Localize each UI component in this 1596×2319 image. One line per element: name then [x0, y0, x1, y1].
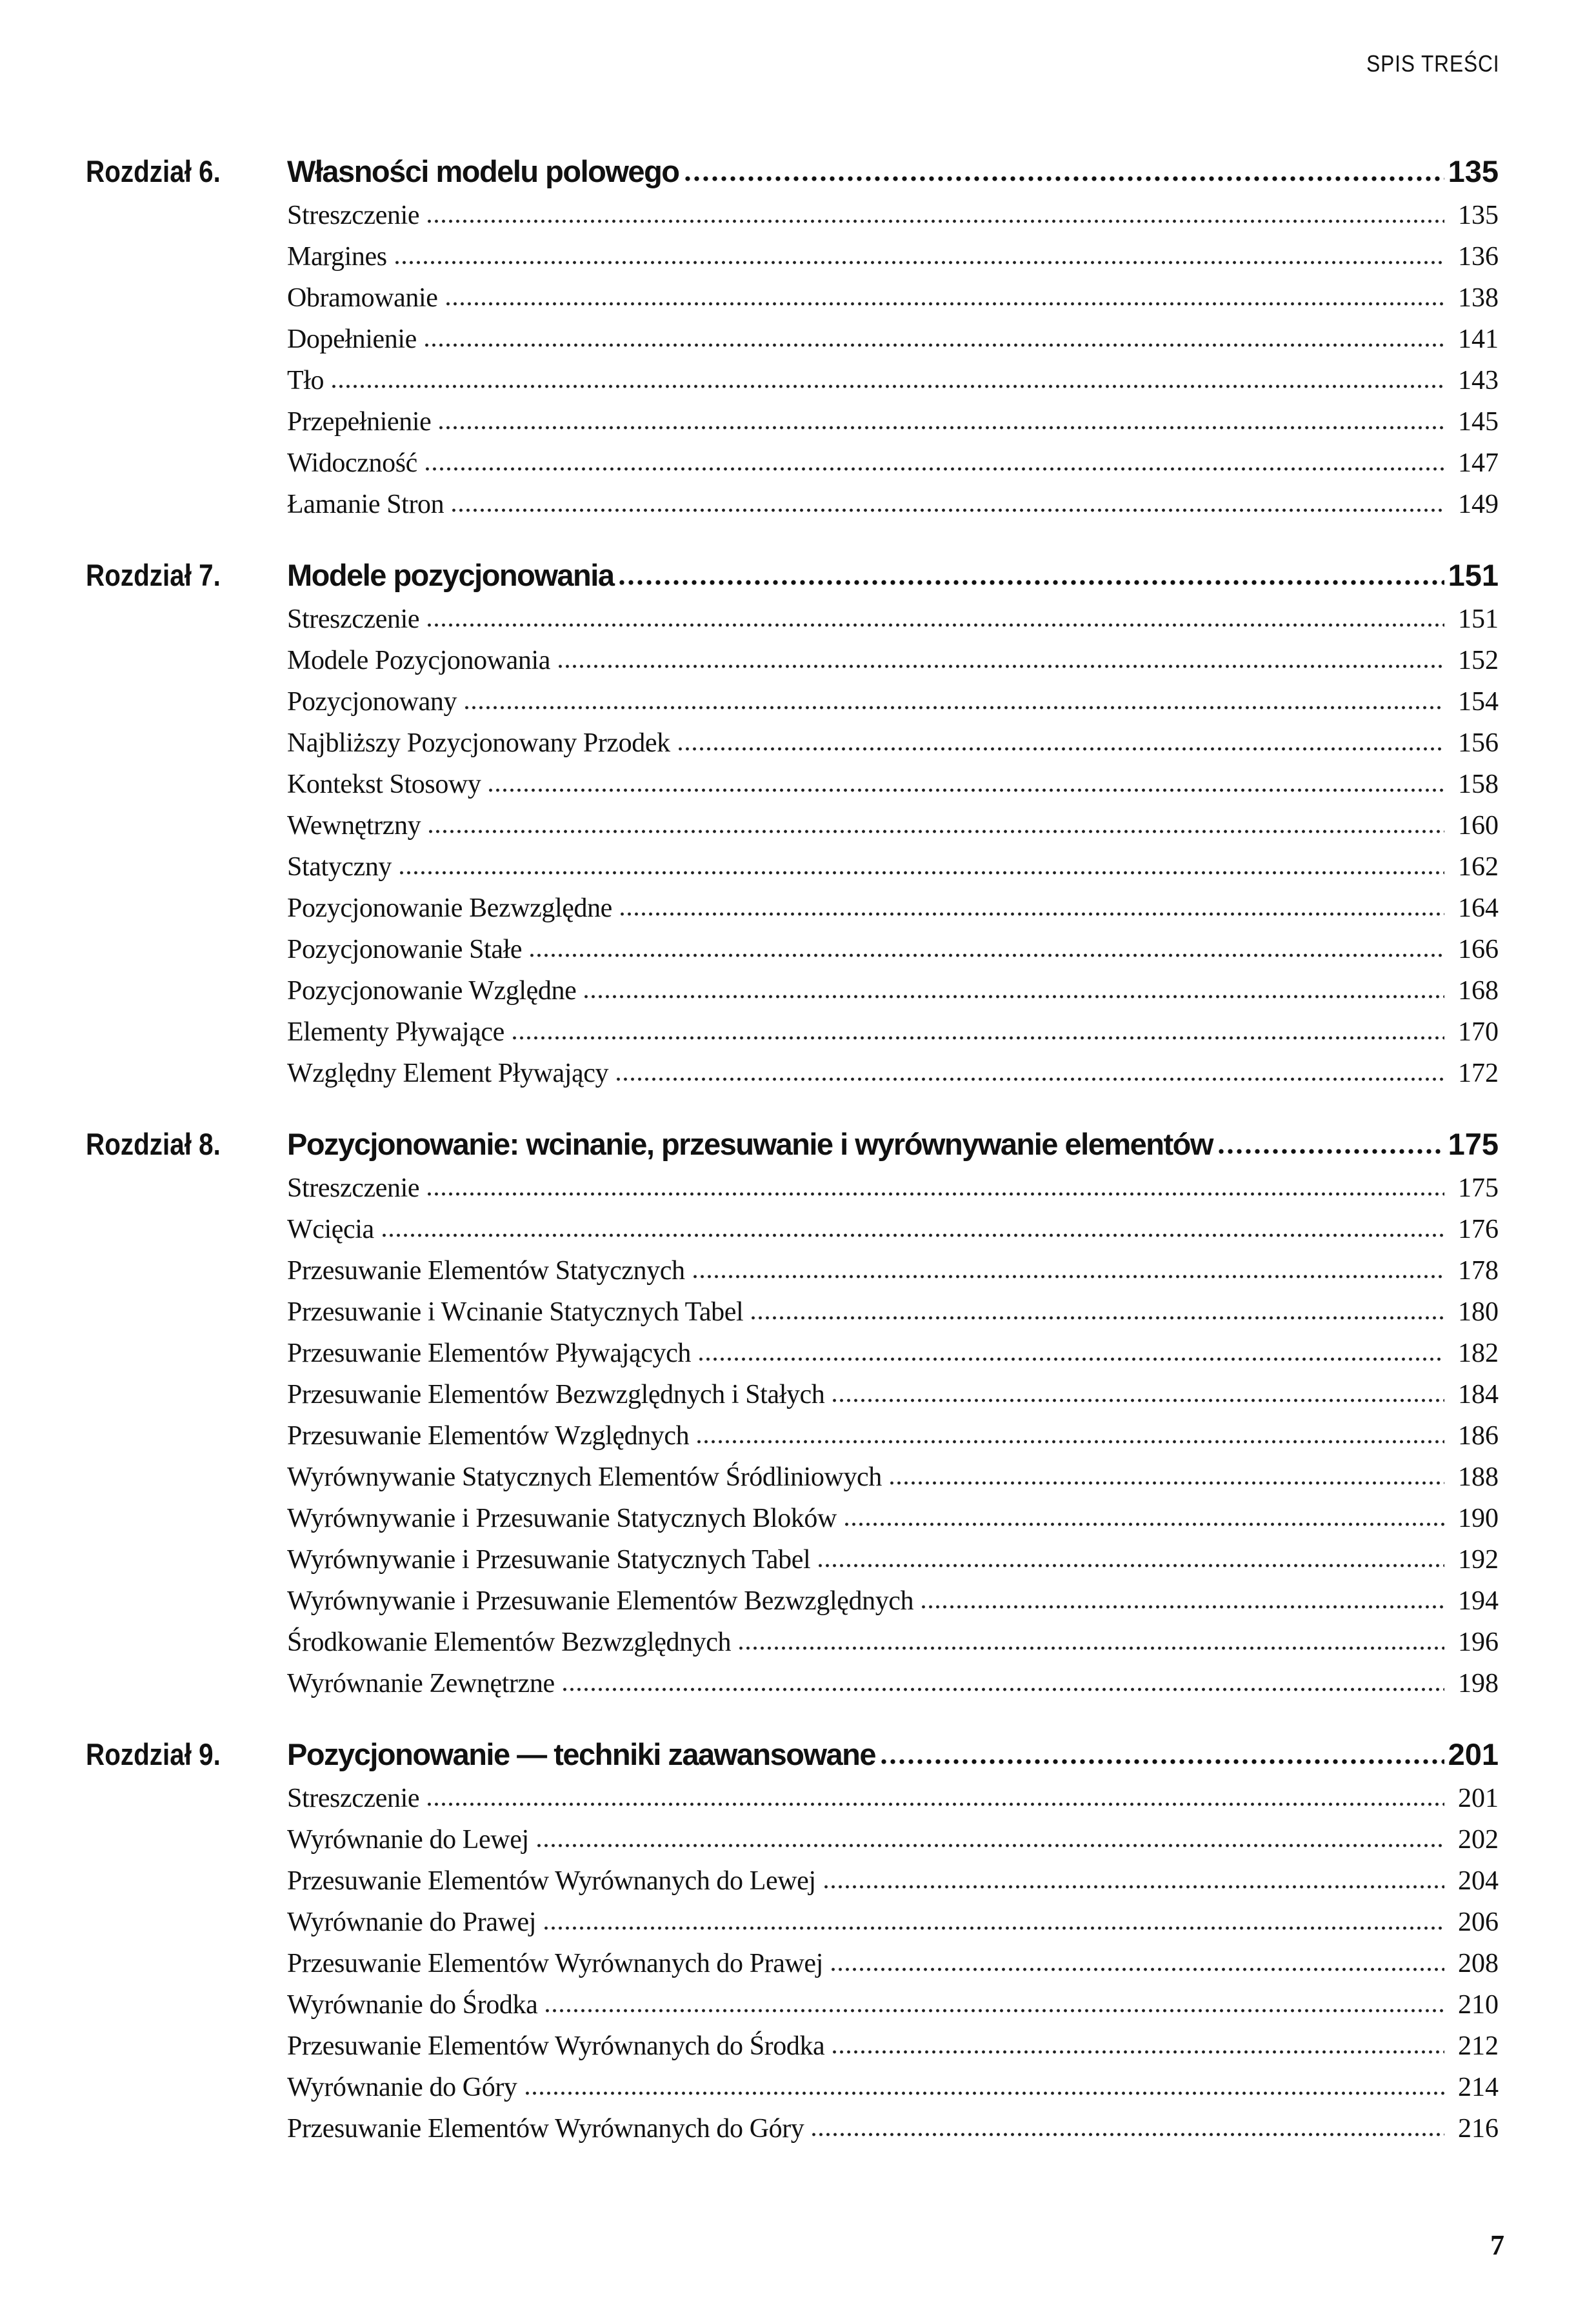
dot-leader [619, 911, 1444, 917]
chapter-heading-row[interactable] [86, 1126, 1499, 1173]
chapter-page-number: 151 [1448, 558, 1499, 592]
entry-page-number: 176 [1458, 1215, 1499, 1244]
chapter-number-label: Rozdział 9. [86, 1737, 221, 1771]
toc-entry[interactable] [287, 1907, 1499, 1948]
chapter-entries-list [287, 1783, 1499, 2155]
entry-page-number: 212 [1458, 2031, 1499, 2061]
dot-leader [879, 1758, 1444, 1765]
entry-title: Przesuwanie Elementów Względnych [287, 1421, 690, 1451]
chapter-title: Pozycjonowanie — techniki zaawansowane [287, 1737, 875, 1771]
dot-leader [535, 1843, 1444, 1848]
entry-page-number: 182 [1458, 1339, 1499, 1368]
entry-title: Najbliższy Pozycjonowany Przodek [287, 728, 670, 758]
entry-title: Przesuwanie Elementów Wyrównanych do Lewej [287, 1866, 816, 1896]
toc-entry[interactable] [287, 448, 1499, 489]
entry-page-number: 206 [1458, 1907, 1499, 1937]
entry-page-number: 184 [1458, 1380, 1499, 1409]
dot-leader [487, 788, 1444, 793]
dot-leader [561, 1687, 1444, 1692]
dot-leader [381, 1233, 1444, 1238]
toc-entry[interactable] [287, 1379, 1499, 1420]
toc-entry[interactable] [287, 645, 1499, 686]
toc-chapter [86, 557, 1499, 1099]
entry-page-number: 196 [1458, 1627, 1499, 1657]
entry-page-number: 188 [1458, 1462, 1499, 1492]
toc-entry[interactable] [287, 2031, 1499, 2072]
dot-leader [330, 384, 1444, 389]
dot-leader [737, 1646, 1444, 1651]
entry-page-number: 145 [1458, 407, 1499, 437]
toc-entry[interactable] [287, 1503, 1499, 1544]
running-header-title: SPIS TREŚCI [1366, 50, 1499, 77]
toc-entry[interactable] [287, 406, 1499, 448]
page-number: 7 [1490, 2229, 1504, 2261]
toc-entry[interactable] [287, 1989, 1499, 2031]
entry-page-number: 166 [1458, 935, 1499, 964]
toc-entry[interactable] [287, 1462, 1499, 1503]
chapter-title: Własności modelu polowego [287, 154, 679, 188]
entry-page-number: 136 [1458, 242, 1499, 272]
toc-entry[interactable] [287, 365, 1499, 406]
entry-page-number: 160 [1458, 811, 1499, 841]
entry-page-number: 138 [1458, 283, 1499, 313]
entry-title: Pozycjonowanie Stałe [287, 935, 523, 964]
toc-entry[interactable] [287, 1297, 1499, 1338]
entry-page-number: 192 [1458, 1545, 1499, 1575]
entry-title: Przesuwanie Elementów Statycznych [287, 1256, 685, 1286]
entry-title: Pozycjonowany [287, 687, 457, 717]
chapter-heading-row[interactable] [86, 557, 1499, 604]
toc-entry[interactable] [287, 851, 1499, 893]
entry-title: Pozycjonowanie Bezwzględne [287, 893, 612, 923]
toc-chapter [86, 154, 1499, 530]
chapter-title-line [287, 557, 1499, 593]
entry-page-number: 198 [1458, 1669, 1499, 1698]
toc-entry[interactable] [287, 686, 1499, 728]
entry-title: Wyrównywanie i Przesuwanie Statycznych Bloków [287, 1504, 837, 1533]
entry-title: Wyrównywanie Statycznych Elementów Śródliniowych [287, 1462, 882, 1492]
chapter-heading-row[interactable] [86, 154, 1499, 200]
chapter-title-line [287, 1126, 1499, 1162]
toc-entry[interactable] [287, 1586, 1499, 1627]
entry-page-number: 180 [1458, 1297, 1499, 1327]
chapter-number-label: Rozdział 7. [86, 558, 221, 592]
entry-page-number: 143 [1458, 366, 1499, 395]
toc-entry[interactable] [287, 728, 1499, 769]
entry-page-number: 158 [1458, 770, 1499, 799]
dot-leader [920, 1604, 1444, 1609]
entry-title: Wewnętrzny [287, 811, 421, 841]
dot-leader [394, 260, 1444, 265]
dot-leader [450, 508, 1444, 513]
entry-title: Wyrównanie Zewnętrzne [287, 1669, 555, 1698]
entry-page-number: 168 [1458, 976, 1499, 1006]
toc-entry[interactable] [287, 1255, 1499, 1297]
entry-page-number: 135 [1458, 201, 1499, 230]
entry-page-number: 210 [1458, 1990, 1499, 2020]
entry-page-number: 201 [1458, 1784, 1499, 1813]
dot-leader [831, 1398, 1444, 1403]
entry-title: Obramowanie [287, 283, 438, 313]
toc-entry[interactable] [287, 489, 1499, 530]
dot-leader [426, 219, 1444, 224]
entry-title: Wyrównanie do Środka [287, 1990, 538, 2020]
dot-leader [823, 1884, 1444, 1889]
entry-page-number: 178 [1458, 1256, 1499, 1286]
entry-title: Wcięcia [287, 1215, 374, 1244]
entry-page-number: 151 [1458, 604, 1499, 634]
toc-entry[interactable] [287, 769, 1499, 810]
toc-entry[interactable] [287, 1948, 1499, 1989]
entry-page-number: 194 [1458, 1586, 1499, 1616]
entry-title: Widoczność [287, 448, 417, 478]
dot-leader [426, 1191, 1444, 1197]
dot-leader [617, 579, 1444, 586]
entry-title: Kontekst Stosowy [287, 770, 481, 799]
toc-entry[interactable] [287, 1017, 1499, 1058]
dot-leader [695, 1439, 1444, 1444]
dot-leader [423, 343, 1444, 348]
entry-page-number: 216 [1458, 2114, 1499, 2144]
toc-chapter [86, 1737, 1499, 2155]
entry-title: Dopełnienie [287, 324, 417, 354]
entry-title: Wyrównywanie i Przesuwanie Elementów Bezwzględnych [287, 1586, 914, 1616]
chapter-number-label: Rozdział 8. [86, 1127, 221, 1161]
dot-leader [692, 1274, 1444, 1279]
chapter-title: Pozycjonowanie: wcinanie, przesuwanie i wyrównywanie elementów [287, 1127, 1213, 1161]
chapter-entries-list [287, 604, 1499, 1099]
toc-entry[interactable] [287, 1866, 1499, 1907]
entry-title: Przepełnienie [287, 407, 432, 437]
toc-entry[interactable] [287, 241, 1499, 283]
chapter-entries-list [287, 200, 1499, 530]
toc-entry[interactable] [287, 1783, 1499, 1824]
toc-entry[interactable] [287, 893, 1499, 934]
entry-title: Streszczenie [287, 604, 420, 634]
chapter-number-label: Rozdział 6. [86, 154, 221, 188]
dot-leader [557, 664, 1444, 669]
entry-page-number: 152 [1458, 646, 1499, 675]
dot-leader [427, 829, 1444, 834]
entry-title: Wyrównywanie i Przesuwanie Statycznych Tabel [287, 1545, 811, 1575]
entry-title: Przesuwanie Elementów Wyrównanych do Środka [287, 2031, 825, 2061]
entry-title: Streszczenie [287, 1784, 420, 1813]
dot-leader [463, 705, 1444, 710]
dot-leader [437, 425, 1444, 430]
entry-title: Przesuwanie Elementów Bezwzględnych i Stałych [287, 1380, 825, 1409]
table-of-contents [86, 154, 1499, 2182]
toc-chapter [86, 1126, 1499, 1709]
entry-page-number: 175 [1458, 1173, 1499, 1203]
entry-title: Przesuwanie Elementów Wyrównanych do Prawej [287, 1949, 823, 1978]
entry-page-number: 156 [1458, 728, 1499, 758]
dot-leader [810, 2132, 1444, 2137]
toc-entry[interactable] [287, 1058, 1499, 1099]
entry-title: Streszczenie [287, 1173, 420, 1203]
toc-entry[interactable] [287, 283, 1499, 324]
toc-entry[interactable] [287, 1338, 1499, 1379]
toc-entry[interactable] [287, 975, 1499, 1017]
entry-page-number: 190 [1458, 1504, 1499, 1533]
dot-leader [511, 1035, 1444, 1040]
dot-leader [888, 1480, 1444, 1486]
entry-title: Margines [287, 242, 387, 272]
entry-title: Statyczny [287, 852, 392, 882]
toc-entry[interactable] [287, 200, 1499, 241]
toc-entry[interactable] [287, 934, 1499, 975]
dot-leader [528, 953, 1444, 958]
dot-leader [444, 301, 1444, 306]
entry-page-number: 164 [1458, 893, 1499, 923]
chapter-title: Modele pozycjonowania [287, 558, 614, 592]
dot-leader [424, 466, 1444, 472]
dot-leader [543, 1926, 1444, 1931]
entry-page-number: 170 [1458, 1017, 1499, 1047]
entry-page-number: 149 [1458, 490, 1499, 519]
toc-entry[interactable] [287, 1173, 1499, 1214]
chapter-title-line [287, 1737, 1499, 1772]
entry-page-number: 162 [1458, 852, 1499, 882]
chapter-page-number: 175 [1448, 1127, 1499, 1161]
entry-page-number: 172 [1458, 1059, 1499, 1088]
entry-title: Tło [287, 366, 324, 395]
dot-leader [544, 2008, 1444, 2013]
toc-entry[interactable] [287, 2072, 1499, 2113]
dot-leader [683, 175, 1444, 182]
dot-leader [426, 622, 1444, 628]
dot-leader [750, 1315, 1444, 1320]
toc-entry[interactable] [287, 1627, 1499, 1668]
entry-title: Pozycjonowanie Względne [287, 976, 577, 1006]
toc-entry[interactable] [287, 2113, 1499, 2155]
entry-title: Modele Pozycjonowania [287, 646, 550, 675]
dot-leader [831, 2049, 1444, 2055]
entry-title: Przesuwanie Elementów Wyrównanych do Góry [287, 2114, 804, 2144]
dot-leader [615, 1077, 1444, 1082]
chapter-title-line [287, 154, 1499, 189]
dot-leader [817, 1563, 1444, 1568]
dot-leader [398, 870, 1444, 875]
dot-leader [1217, 1148, 1444, 1155]
chapter-page-number: 201 [1448, 1737, 1499, 1771]
dot-leader [524, 2091, 1444, 2096]
entry-page-number: 141 [1458, 324, 1499, 354]
chapter-entries-list [287, 1173, 1499, 1709]
toc-entry[interactable] [287, 1824, 1499, 1866]
toc-entry[interactable] [287, 1668, 1499, 1709]
entry-title: Elementy Pływające [287, 1017, 504, 1047]
entry-page-number: 147 [1458, 448, 1499, 478]
chapter-page-number: 135 [1448, 154, 1499, 188]
entry-title: Wyrównanie do Prawej [287, 1907, 537, 1937]
entry-title: Względny Element Pływający [287, 1059, 609, 1088]
entry-page-number: 202 [1458, 1825, 1499, 1855]
toc-entry[interactable] [287, 604, 1499, 645]
entry-title: Łamanie Stron [287, 490, 444, 519]
toc-entry[interactable] [287, 1420, 1499, 1462]
entry-title: Wyrównanie do Góry [287, 2073, 517, 2102]
toc-entry[interactable] [287, 810, 1499, 851]
entry-title: Przesuwanie i Wcinanie Statycznych Tabel [287, 1297, 744, 1327]
toc-entry[interactable] [287, 1544, 1499, 1586]
entry-page-number: 154 [1458, 687, 1499, 717]
entry-page-number: 186 [1458, 1421, 1499, 1451]
entry-title: Streszczenie [287, 201, 420, 230]
chapter-heading-row[interactable] [86, 1737, 1499, 1783]
entry-title: Przesuwanie Elementów Pływających [287, 1339, 691, 1368]
entry-title: Środkowanie Elementów Bezwzględnych [287, 1627, 732, 1657]
dot-leader [583, 994, 1444, 999]
dot-leader [426, 1802, 1444, 1807]
dot-leader [843, 1522, 1444, 1527]
dot-leader [830, 1967, 1444, 1972]
entry-page-number: 204 [1458, 1866, 1499, 1896]
dot-leader [677, 746, 1444, 751]
entry-page-number: 208 [1458, 1949, 1499, 1978]
toc-entry[interactable] [287, 324, 1499, 365]
toc-entry[interactable] [287, 1214, 1499, 1255]
entry-title: Wyrównanie do Lewej [287, 1825, 529, 1855]
dot-leader [697, 1357, 1444, 1362]
entry-page-number: 214 [1458, 2073, 1499, 2102]
